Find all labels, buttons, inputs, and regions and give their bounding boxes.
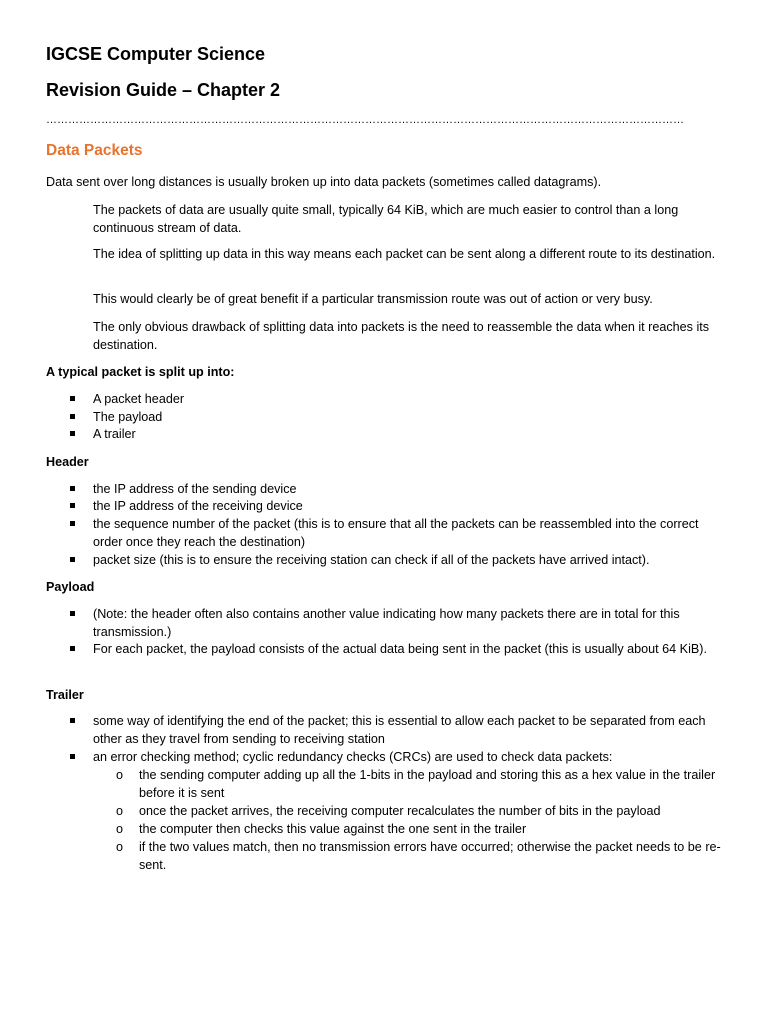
circle-bullet-icon: o [116, 768, 124, 782]
paragraph-routing: The idea of splitting up data in this way means each packet can be sent along a different route to its destination. [93, 247, 716, 261]
paragraph-benefit: This would clearly be of great benefit if a particular transmission route was out of action or very busy. [93, 292, 653, 306]
payload-heading: Payload [46, 580, 95, 594]
circle-bullet-icon: o [116, 822, 124, 836]
dotted-divider: ………………………………………………………………………………………………………………………………………………………… [46, 114, 684, 126]
circle-bullet-icon: o [116, 840, 124, 854]
intro-paragraph: Data sent over long distances is usually broken up into data packets (sometimes called datagrams). [46, 175, 602, 189]
split-heading: A typical packet is split up into: [46, 365, 235, 379]
trailer-heading: Trailer [46, 688, 84, 702]
paragraph-packet-size: The packets of data are usually quite small, typically 64 KiB, which are much easier to control than a long continuous stream of data. [93, 203, 679, 235]
section-title: Data Packets [46, 142, 143, 159]
paragraph-drawback: The only obvious drawback of splitting data into packets is the need to reassemble the data when it reaches its destination. [93, 320, 710, 352]
header-heading: Header [46, 455, 89, 469]
document-title: IGCSE Computer Science [46, 44, 266, 64]
document-subtitle: Revision Guide – Chapter 2 [46, 80, 281, 100]
circle-bullet-icon: o [116, 804, 124, 818]
